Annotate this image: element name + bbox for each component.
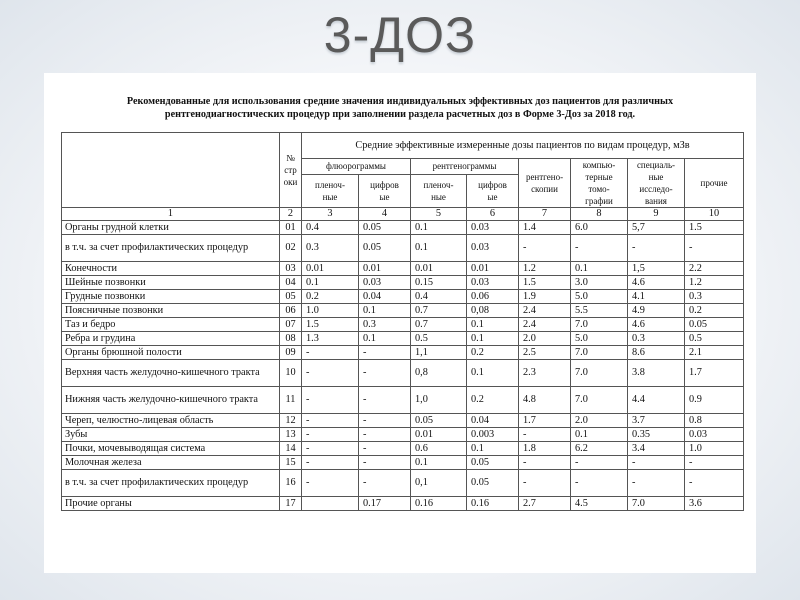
row-number: 03 [280,262,302,276]
dose-value-cell: - [302,346,359,360]
column-number: 1 [62,208,280,221]
table-row [62,304,744,318]
row-number: 13 [280,428,302,442]
dose-value-cell: 0.04 [359,290,411,304]
header-fluorograms: флюорограммы [302,159,411,175]
column-number: 10 [685,208,744,221]
dose-value-cell: 1.7 [519,414,571,428]
table-row [62,276,744,290]
column-number: 7 [519,208,571,221]
dose-value-cell: - [359,414,411,428]
dose-value-cell: 0.01 [411,262,467,276]
dose-value-cell: 1.5 [685,221,744,235]
dose-value-cell: 0.05 [467,456,519,470]
dose-value-cell: 0.6 [411,442,467,456]
dose-value-cell: 8.6 [628,346,685,360]
header-line: рентгено- [525,172,564,182]
dose-value-cell: 0.05 [359,221,411,235]
document-sheet [44,73,756,573]
header-line: томо- [588,184,610,194]
dose-value-cell: 0.5 [411,332,467,346]
header-organ-column [62,133,280,208]
row-organ-label: Прочие органы [62,497,280,511]
dose-value-cell: 4.4 [628,387,685,414]
table-row [62,360,744,387]
dose-value-cell: 7.0 [571,387,628,414]
dose-value-cell: 0.05 [359,235,411,262]
dose-value-cell: 0.17 [359,497,411,511]
header-rentgenograms: рентгенограммы [411,159,519,175]
dose-value-cell: 0.35 [628,428,685,442]
table-row [62,456,744,470]
dose-value-cell: 0.3 [628,332,685,346]
dose-value-cell: 3.4 [628,442,685,456]
row-organ-label: в т.ч. за счет профилактических процедур [62,470,280,497]
dose-value-cell: 6.2 [571,442,628,456]
header-line: ные [322,191,338,202]
dose-value-cell: 2.5 [519,346,571,360]
header-row-number [280,133,302,208]
row-number: 12 [280,414,302,428]
dose-value-cell: 1,0 [411,387,467,414]
table-row [62,332,744,346]
dose-value-cell: 0.1 [467,318,519,332]
dose-value-cell: 2.0 [519,332,571,346]
dose-value-cell: 0.03 [685,428,744,442]
dose-value-cell: 1.3 [302,332,359,346]
row-organ-label: в т.ч. за счет профилактических процедур [62,235,280,262]
table-row [62,262,744,276]
header-line: вания [645,196,667,206]
dose-value-cell: 0.01 [467,262,519,276]
header-group-title: Средние эффективные измеренные дозы пациентов по видам процедур, мЗв [302,133,744,159]
dose-value-cell: 1.5 [519,276,571,290]
header-line: скопии [531,184,558,194]
dose-value-cell: - [302,470,359,497]
dose-value-cell: - [685,456,744,470]
dose-value-cell: 5,7 [628,221,685,235]
header-ct [571,159,628,208]
dose-value-cell: 0.1 [467,360,519,387]
row-organ-label: Таз и бедро [62,318,280,332]
dose-value-cell: 1.2 [519,262,571,276]
dose-value-cell: 0.1 [571,428,628,442]
row-organ-label: Верхняя часть желудочно-кишечного тракта [62,360,280,387]
dose-value-cell: 7.0 [571,318,628,332]
header-row-number-line: № [286,153,295,163]
dose-value-cell: 0.03 [467,276,519,290]
row-number: 11 [280,387,302,414]
dose-value-cell: - [302,456,359,470]
row-organ-label: Органы брюшной полости [62,346,280,360]
table-row [62,235,744,262]
dose-value-cell: 0.5 [685,332,744,346]
dose-value-cell: 0.01 [302,262,359,276]
dose-value-cell: 7.0 [571,360,628,387]
column-number: 5 [411,208,467,221]
dose-value-cell: 0,08 [467,304,519,318]
dose-value-cell: 2.0 [571,414,628,428]
row-organ-label: Грудные позвонки [62,290,280,304]
dose-value-cell: - [359,456,411,470]
row-organ-label: Поясничные позвонки [62,304,280,318]
dose-value-cell: 0.1 [411,221,467,235]
row-number: 01 [280,221,302,235]
header-digital-fluoro [359,174,411,207]
header-row-number-line: стр [284,165,297,175]
table-row [62,428,744,442]
dose-value-cell: 0.1 [302,276,359,290]
dose-value-cell: 2.4 [519,304,571,318]
dose-value-cell: 0.3 [359,318,411,332]
table-row [62,414,744,428]
dose-value-cell: 0,1 [411,470,467,497]
row-number: 05 [280,290,302,304]
dose-value-cell: 0.16 [411,497,467,511]
dose-value-cell: 2.1 [685,346,744,360]
table-row [62,470,744,497]
dose-value-cell: 2.3 [519,360,571,387]
column-number: 3 [302,208,359,221]
row-organ-label: Зубы [62,428,280,442]
dose-value-cell: 0.03 [467,235,519,262]
header-row-number-line: оки [283,177,298,187]
dose-value-cell: 0.06 [467,290,519,304]
heading-line-1: Рекомендованные для использования средние значения индивидуальных эффективных доз пациентов для различных [126,96,674,107]
row-organ-label: Череп, челюстно-лицевая область [62,414,280,428]
row-organ-label: Шейные позвонки [62,276,280,290]
header-line: пленоч- [315,179,345,190]
row-number: 10 [280,360,302,387]
dose-value-cell: - [359,428,411,442]
header-special [628,159,685,208]
dose-value-cell: 1.5 [302,318,359,332]
row-number: 17 [280,497,302,511]
dose-value-cell: - [302,428,359,442]
dose-value-cell: 0.003 [467,428,519,442]
dose-value-cell: 4.5 [571,497,628,511]
row-organ-label: Почки, мочевыводящая система [62,442,280,456]
header-line: ные [431,191,446,202]
row-number: 02 [280,235,302,262]
header-line: исследо- [639,184,673,194]
document-heading [44,95,756,121]
dose-value-cell: - [359,470,411,497]
dose-value-cell: 5.0 [571,290,628,304]
dose-value-cell: 0.1 [411,456,467,470]
dose-value-cell: 0.2 [467,346,519,360]
row-number: 15 [280,456,302,470]
row-number: 14 [280,442,302,456]
header-line: цифров [478,179,507,190]
dose-value-cell: 3.8 [628,360,685,387]
dose-value-cell: 0.01 [411,428,467,442]
dose-table [61,132,744,511]
dose-value-cell: 0.3 [685,290,744,304]
table-row [62,290,744,304]
dose-value-cell [302,497,359,511]
header-line: специаль- [636,160,676,170]
header-film-rentgeno [411,174,467,207]
dose-value-cell: - [628,235,685,262]
dose-value-cell: 0.2 [302,290,359,304]
dose-value-cell: - [302,414,359,428]
dose-value-cell: 0.05 [411,414,467,428]
dose-value-cell: 3.6 [685,497,744,511]
dose-value-cell: 0.7 [411,304,467,318]
column-number: 2 [280,208,302,221]
row-organ-label: Конечности [62,262,280,276]
dose-value-cell: 1.7 [685,360,744,387]
row-organ-label: Молочная железа [62,456,280,470]
dose-value-cell: 0.1 [359,332,411,346]
dose-value-cell: 4.6 [628,276,685,290]
column-number: 8 [571,208,628,221]
dose-value-cell: - [359,346,411,360]
dose-value-cell: - [571,456,628,470]
table-row [62,442,744,456]
dose-value-cell: 0.4 [411,290,467,304]
dose-value-cell: 0.1 [571,262,628,276]
dose-value-cell: 0.16 [467,497,519,511]
header-line: графии [585,196,613,206]
dose-value-cell: 0.3 [302,235,359,262]
header-line: пленоч- [423,179,454,190]
dose-value-cell: 0.01 [359,262,411,276]
dose-value-cell: - [571,470,628,497]
row-organ-label: Ребра и грудина [62,332,280,346]
row-number: 08 [280,332,302,346]
dose-value-cell: 0.1 [411,235,467,262]
dose-value-cell: 0.1 [467,442,519,456]
header-line: цифров [370,179,399,190]
dose-value-cell: 7.0 [628,497,685,511]
dose-value-cell: 0.2 [685,304,744,318]
dose-value-cell: 0.9 [685,387,744,414]
dose-value-cell: 4.9 [628,304,685,318]
dose-value-cell: 1.9 [519,290,571,304]
header-other: прочие [685,159,744,208]
table-row [62,497,744,511]
header-line: ые [487,191,498,202]
dose-value-cell: 2.7 [519,497,571,511]
dose-value-cell: 2.2 [685,262,744,276]
dose-table-body [62,221,744,511]
dose-value-cell: 5.5 [571,304,628,318]
dose-value-cell: 3.0 [571,276,628,290]
slide-title: 3-ДОЗ [323,7,477,63]
dose-value-cell: - [519,428,571,442]
dose-value-cell: 0.03 [467,221,519,235]
header-digital-rentgeno [467,174,519,207]
dose-value-cell: 1.0 [685,442,744,456]
dose-value-cell: - [302,442,359,456]
dose-value-cell: - [302,387,359,414]
dose-value-cell: 0.2 [467,387,519,414]
table-row [62,318,744,332]
dose-value-cell: 0.4 [302,221,359,235]
dose-value-cell: 4.1 [628,290,685,304]
dose-value-cell: - [685,470,744,497]
dose-value-cell: 0.1 [467,332,519,346]
dose-value-cell: - [628,470,685,497]
dose-value-cell: 2.4 [519,318,571,332]
row-number: 07 [280,318,302,332]
row-number: 16 [280,470,302,497]
dose-value-cell: - [359,387,411,414]
column-number: 6 [467,208,519,221]
dose-value-cell: - [359,360,411,387]
dose-value-cell: 0.05 [467,470,519,497]
dose-value-cell: - [519,470,571,497]
dose-value-cell: 6.0 [571,221,628,235]
dose-value-cell: 0.8 [685,414,744,428]
dose-value-cell: - [519,235,571,262]
dose-value-cell: 1.2 [685,276,744,290]
dose-value-cell: 0.05 [685,318,744,332]
header-line: терные [585,172,613,182]
dose-value-cell: 3.7 [628,414,685,428]
row-number: 09 [280,346,302,360]
table-row [62,387,744,414]
dose-value-cell: 0.1 [359,304,411,318]
dose-value-cell: 1.0 [302,304,359,318]
header-line: ные [648,172,664,182]
dose-value-cell: 1,1 [411,346,467,360]
column-number: 9 [628,208,685,221]
dose-value-cell: - [359,442,411,456]
dose-value-cell: - [628,456,685,470]
dose-value-cell: 0,8 [411,360,467,387]
dose-value-cell: 7.0 [571,346,628,360]
dose-value-cell: 1.8 [519,442,571,456]
dose-value-cell: - [302,360,359,387]
row-number: 04 [280,276,302,290]
row-organ-label: Органы грудной клетки [62,221,280,235]
row-organ-label: Нижняя часть желудочно-кишечного тракта [62,387,280,414]
dose-value-cell: 1,5 [628,262,685,276]
header-line: ые [379,191,390,202]
dose-value-cell: 1.4 [519,221,571,235]
heading-line-2: рентгенодиагностических процедур при заполнении раздела расчетных доз в Форме 3-Доз за 2018 год. [164,109,636,120]
header-line: компью- [582,160,616,170]
header-film-fluoro [302,174,359,207]
dose-value-cell: 0.15 [411,276,467,290]
dose-value-cell: 5.0 [571,332,628,346]
dose-value-cell: - [519,456,571,470]
row-number: 06 [280,304,302,318]
column-number: 4 [359,208,411,221]
dose-value-cell: 0.03 [359,276,411,290]
dose-value-cell: - [571,235,628,262]
dose-value-cell: - [685,235,744,262]
table-row [62,221,744,235]
header-rentgenoscopy [519,159,571,208]
dose-value-cell: 4.8 [519,387,571,414]
dose-value-cell: 0.7 [411,318,467,332]
table-row [62,346,744,360]
dose-value-cell: 4.6 [628,318,685,332]
column-number-row [62,208,744,221]
dose-value-cell: 0.04 [467,414,519,428]
